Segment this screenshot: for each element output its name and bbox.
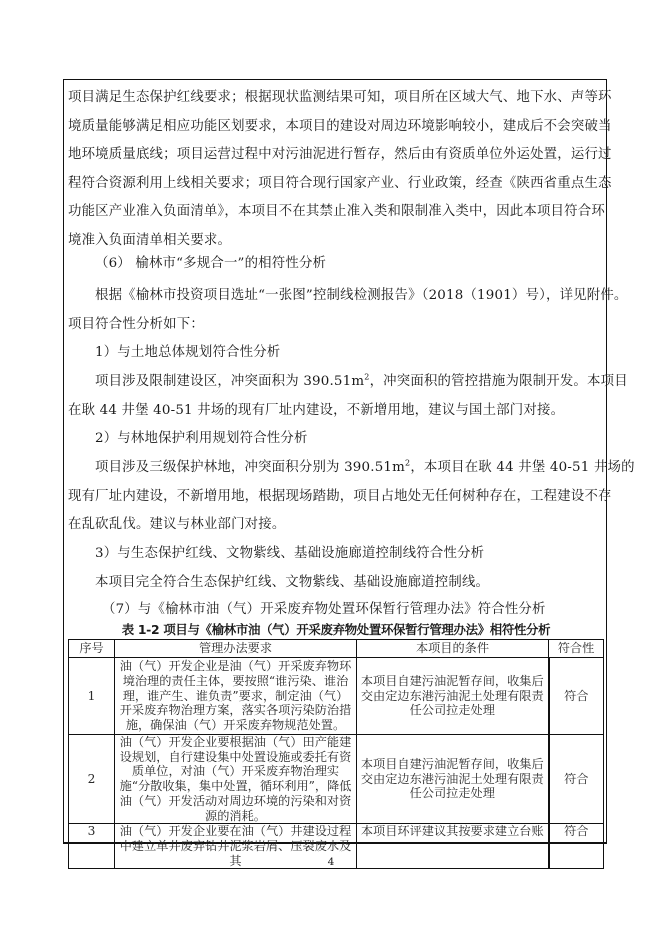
cell-compliance: 符合 bbox=[549, 735, 604, 824]
subsection-3-body: 本项目完全符合生态保护红线、文物紫线、基础设施廊道控制线。 bbox=[95, 575, 490, 590]
text-line: 功能区产业准入负面清单》，本项目不在其禁止准入类和限制准入类中，因此本项目符合环 bbox=[68, 204, 605, 220]
cell-requirement: 油（气）开发企业要根据油（气）田产能建设规划，自行建设集中处置设施或委托有资质单位，对油（气）开采废弃物治理实施“分散收集，集中处置，循环利用”，降低油（气）开发活动对周边环境的污染和对资源的消耗。 bbox=[115, 735, 357, 824]
text-line: 根据《榆林市投资项目选址“一张图”控制线检测报告》（2018（1901）号），详见附件。 bbox=[95, 288, 628, 303]
table-row bbox=[69, 735, 604, 824]
cell-compliance: 符合 bbox=[549, 658, 604, 735]
text-line: 在耿 44 井堡 40-51 井场的现有厂址内建设，不新增用地，建议与国土部门对接。 bbox=[68, 402, 565, 418]
cell-no: 1 bbox=[69, 658, 115, 735]
cell-condition: 本项目自建污油泥暂存间，收集后交由定边东港污油泥土处理有限责任公司拉走处理 bbox=[357, 658, 549, 735]
section-7-heading: （7）与《榆林市油（气）开采废弃物处置环保暂行管理办法》符合性分析 bbox=[102, 602, 546, 617]
text-line: 境质量能够满足相应功能区划要求，本项目的建设对周边环境影响较小，建成后不会突破当 bbox=[68, 118, 612, 134]
cell-no: 3 bbox=[69, 824, 115, 869]
cell-requirement: 油（气）开发企业要在油（气）井建设过程中建立单井废弃钻井泥浆岩屑、压裂废水及其 bbox=[115, 824, 357, 869]
text-line: 项目符合性分析如下： bbox=[68, 316, 204, 332]
text-line: 项目涉及三级保护林地，冲突面积分别为 $390.51m^2$，本项目在耿 44 井堡 40-51 井场的 bbox=[95, 458, 635, 475]
table-row bbox=[69, 658, 604, 735]
cell-condition: 本项目自建污油泥暂存间，收集后交由定边东港污油泥土处理有限责任公司拉走处理 bbox=[357, 735, 549, 824]
text-line: 项目涉及限制建设区，冲突面积为 $390.51m^2$，冲突面积的管控措施为限制开发。本项目 bbox=[95, 372, 628, 389]
header-requirement: 管理办法要求 bbox=[115, 640, 357, 658]
table-header-row bbox=[69, 640, 604, 658]
cell-no: 2 bbox=[69, 735, 115, 824]
section-6-intro bbox=[68, 282, 628, 339]
subsection-1-heading: 1）与土地总体规划符合性分析 bbox=[95, 345, 281, 360]
compliance-table bbox=[68, 639, 604, 869]
table-caption: 表 1-2 项目与《榆林市油（气）开采废弃物处置环保暂行管理办法》相符性分析 bbox=[121, 622, 551, 637]
text-line: 地环境质量底线；项目运营过程中对污油泥进行暂存，然后由有资质单位外运处置，运行过 bbox=[68, 147, 612, 163]
header-condition: 本项目的条件 bbox=[357, 640, 549, 658]
text-line: 项目满足生态保护红线要求；根据现状监测结果可知，项目所在区域大气、地下水、声等环 bbox=[68, 90, 612, 105]
text-line: 现有厂址内建设，不新增用地，根据现场踏勘，项目占地处无任何树种存在，工程建设不存 bbox=[68, 488, 612, 504]
section-6-heading: （6） 榆林市“多规合一”的相符性分析 bbox=[95, 256, 327, 271]
text-line: 程符合资源利用上线相关要求；项目符合现行国家产业、行业政策，经查《陕西省重点生态 bbox=[68, 175, 612, 191]
header-no: 序号 bbox=[69, 640, 115, 658]
header-compliance: 符合性 bbox=[549, 640, 604, 658]
subsection-2-body bbox=[68, 454, 635, 540]
subsection-2-heading: 2）与林地保护利用规划符合性分析 bbox=[95, 431, 308, 446]
text-line: 境准入负面清单相关要求。 bbox=[68, 232, 232, 248]
subsection-3-heading: 3）与生态保护红线、文物紫线、基础设施廊道控制线符合性分析 bbox=[95, 546, 485, 561]
page-number: 4 bbox=[327, 856, 335, 868]
paragraph-ecological-compliance bbox=[68, 84, 612, 256]
subsection-1-body bbox=[68, 368, 628, 425]
cell-compliance: 符合 bbox=[549, 824, 604, 869]
cell-condition: 本项目环评建议其按要求建立台账 bbox=[357, 824, 549, 869]
text-line: 在乱砍乱伐。建议与林业部门对接。 bbox=[68, 517, 286, 533]
cell-requirement: 油（气）开发企业是油（气）开采废弃物环境治理的责任主体，要按照“谁污染、谁治理，谁产生、谁负责”要求，制定油（气）开采废弃物治理方案，落实各项污染防治措施，确保油（气）开采废弃物规范处置。 bbox=[115, 658, 357, 735]
